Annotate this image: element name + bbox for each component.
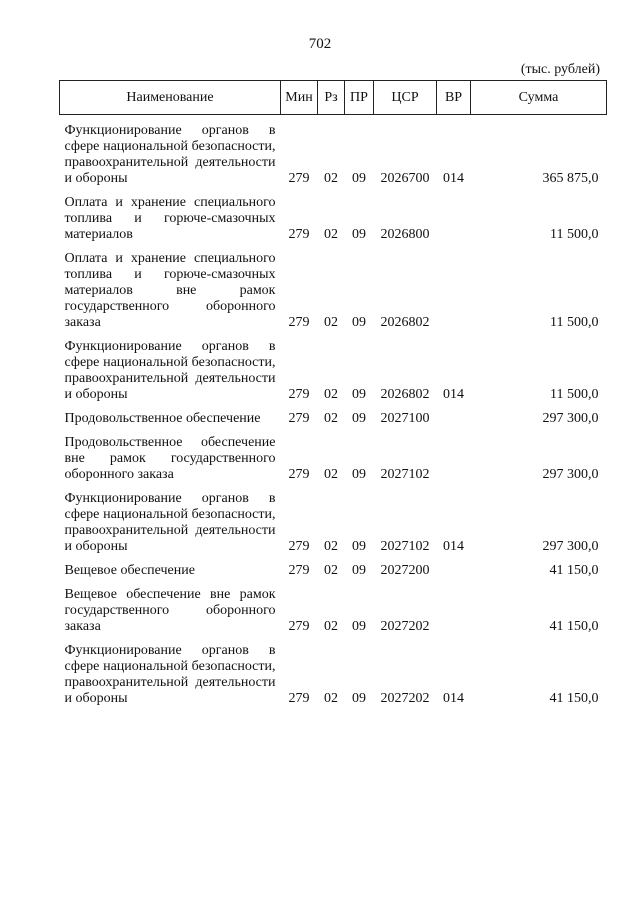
row-rz: 02 [324, 467, 338, 482]
page-number: 702 [308, 36, 332, 52]
row-rz: 02 [324, 539, 338, 554]
row-sum: 41 150,0 [549, 691, 599, 706]
column-header-vr: ВР [437, 81, 471, 115]
row-name: Вещевое обеспечение [64, 563, 195, 578]
row-pr: 09 [352, 691, 366, 706]
row-name: Функционирование органов в сфере национальной безопасности, правоохранительной деятельности и обороны [64, 339, 276, 402]
column-header-name: Наименование [60, 81, 281, 115]
table-row [60, 429, 607, 485]
row-pr: 09 [352, 315, 366, 330]
column-header-min: Мин [281, 81, 318, 115]
row-pr: 09 [352, 467, 366, 482]
row-csr: 2026802 [380, 315, 430, 330]
row-csr: 2027200 [380, 563, 430, 578]
row-rz: 02 [324, 227, 338, 242]
budget-table [59, 80, 607, 709]
row-vr [437, 557, 471, 581]
column-header-sum: Сумма [471, 81, 607, 115]
table-row [60, 189, 607, 245]
column-header-csr: ЦСР [374, 81, 437, 115]
table-row [60, 557, 607, 581]
row-min: 279 [288, 467, 310, 482]
row-name: Функционирование органов в сфере национальной безопасности, правоохранительной деятельности и обороны [64, 491, 276, 554]
row-sum: 11 500,0 [550, 387, 599, 402]
row-rz: 02 [324, 691, 338, 706]
row-rz: 02 [324, 563, 338, 578]
row-pr: 09 [352, 171, 366, 186]
row-sum: 297 300,0 [542, 411, 599, 426]
row-rz: 02 [324, 387, 338, 402]
row-rz: 02 [324, 171, 338, 186]
row-rz: 02 [324, 315, 338, 330]
row-name: Оплата и хранение специального топлива и горюче-смазочных материалов вне рамок государственного оборонного заказа [64, 251, 276, 330]
row-csr: 2027100 [380, 411, 430, 426]
row-pr: 09 [352, 563, 366, 578]
row-min: 279 [288, 691, 310, 706]
table-row [60, 115, 607, 190]
column-header-rz: Рз [318, 81, 345, 115]
row-csr: 2027102 [380, 467, 430, 482]
row-name: Оплата и хранение специального топлива и горюче-смазочных материалов [64, 195, 276, 242]
table-row [60, 405, 607, 429]
row-name: Функционирование органов в сфере национальной безопасности, правоохранительной деятельности и обороны [64, 123, 276, 186]
column-header-pr: ПР [345, 81, 374, 115]
row-vr [437, 189, 471, 245]
row-rz: 02 [324, 619, 338, 634]
row-vr: 014 [443, 171, 464, 186]
row-min: 279 [288, 315, 310, 330]
row-min: 279 [288, 411, 310, 426]
row-vr: 014 [443, 691, 464, 706]
row-csr: 2026700 [380, 171, 430, 186]
row-min: 279 [288, 387, 310, 402]
table-header-row [60, 81, 607, 115]
row-pr: 09 [352, 387, 366, 402]
row-min: 279 [288, 227, 310, 242]
row-name: Вещевое обеспечение вне рамок государственного оборонного заказа [64, 587, 276, 634]
table-row [60, 637, 607, 709]
row-vr [437, 405, 471, 429]
row-min: 279 [288, 539, 310, 554]
row-csr: 2027202 [380, 691, 430, 706]
row-sum: 11 500,0 [550, 227, 599, 242]
row-name: Продовольственное обеспечение вне рамок государственного оборонного заказа [64, 435, 276, 482]
table-row [60, 333, 607, 405]
row-vr [437, 581, 471, 637]
row-csr: 2026800 [380, 227, 430, 242]
row-sum: 365 875,0 [542, 171, 599, 186]
row-vr [437, 429, 471, 485]
row-rz: 02 [324, 411, 338, 426]
table-row [60, 581, 607, 637]
row-vr: 014 [443, 387, 464, 402]
row-sum: 11 500,0 [550, 315, 599, 330]
row-min: 279 [288, 619, 310, 634]
row-sum: 297 300,0 [542, 467, 599, 482]
units-label: (тыс. рублей) [520, 62, 600, 77]
table-body [60, 115, 607, 710]
row-csr: 2026802 [380, 387, 430, 402]
row-min: 279 [288, 563, 310, 578]
row-csr: 2027202 [380, 619, 430, 634]
row-name: Функционирование органов в сфере национальной безопасности, правоохранительной деятельности и обороны [64, 643, 276, 706]
row-min: 279 [288, 171, 310, 186]
table-row [60, 245, 607, 333]
row-pr: 09 [352, 227, 366, 242]
row-vr: 014 [443, 539, 464, 554]
row-sum: 41 150,0 [549, 563, 599, 578]
row-sum: 297 300,0 [542, 539, 599, 554]
row-vr [437, 245, 471, 333]
row-pr: 09 [352, 539, 366, 554]
row-pr: 09 [352, 619, 366, 634]
row-sum: 41 150,0 [549, 619, 599, 634]
row-name: Продовольственное обеспечение [64, 411, 261, 426]
row-pr: 09 [352, 411, 366, 426]
row-csr: 2027102 [380, 539, 430, 554]
table-row [60, 485, 607, 557]
